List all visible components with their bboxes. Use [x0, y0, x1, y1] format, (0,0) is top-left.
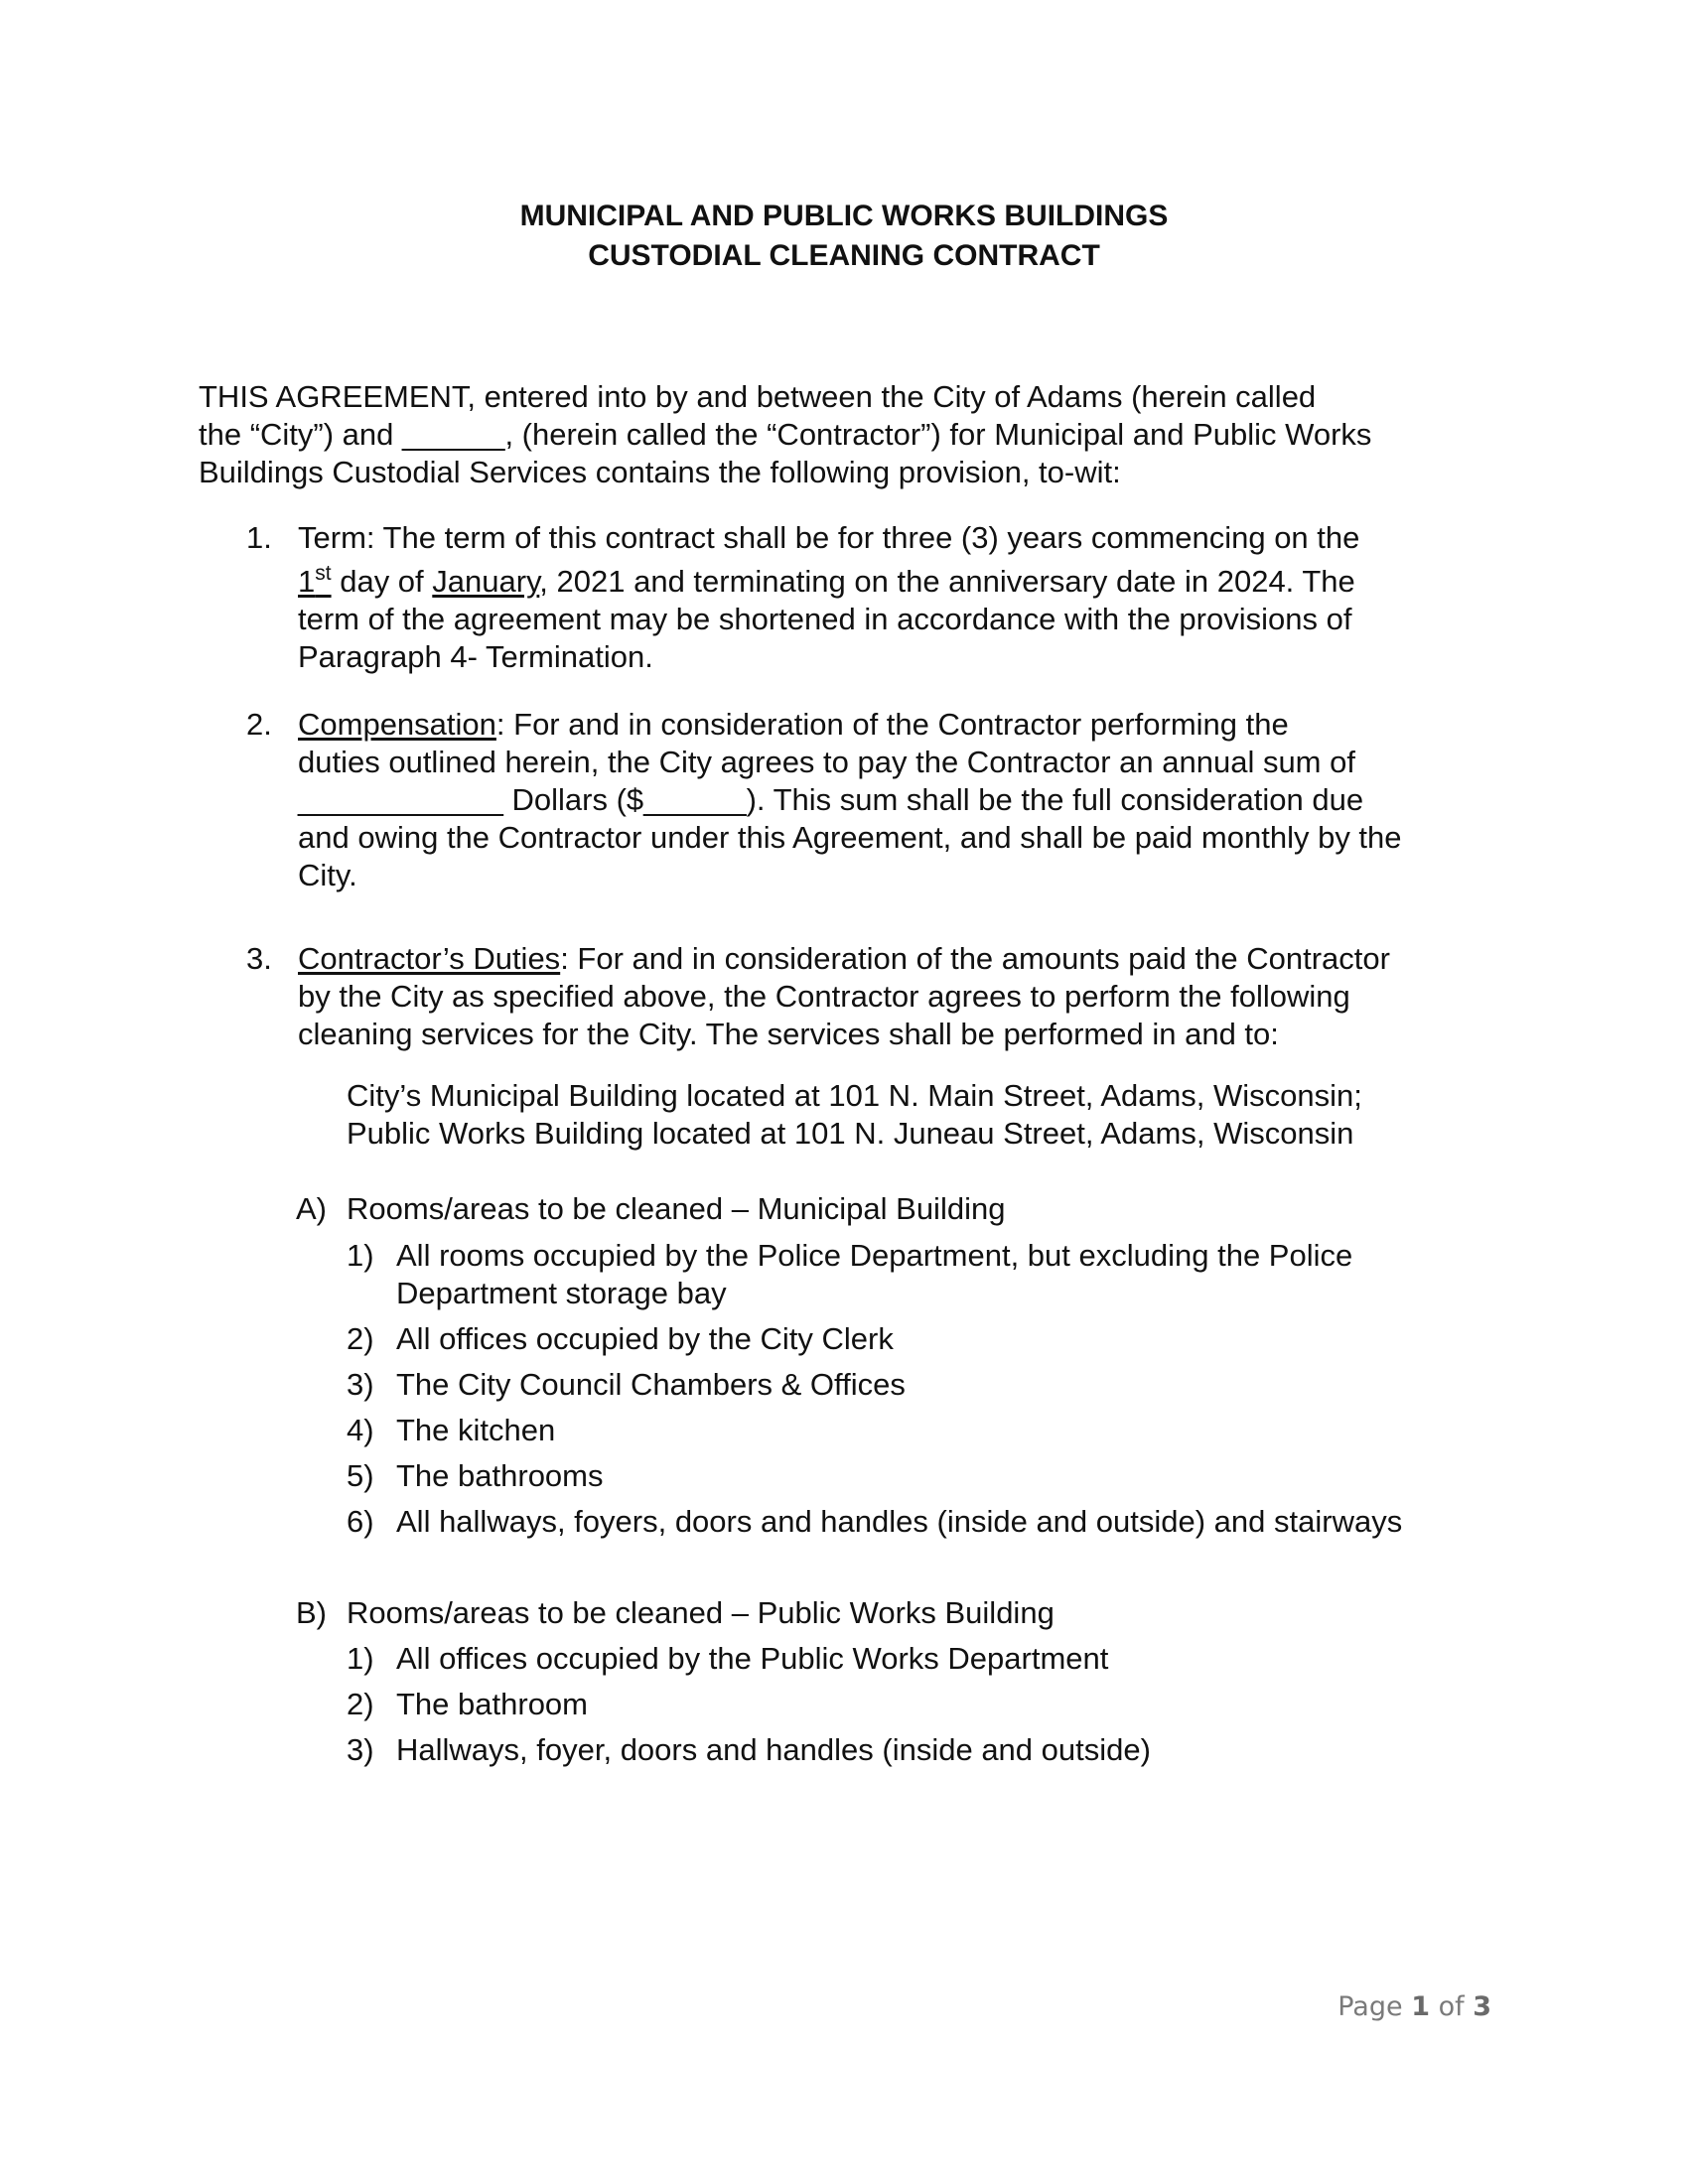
list-item	[347, 1457, 1488, 1495]
list-item-text: All offices occupied by the Public Works Department	[396, 1641, 1109, 1676]
item-term-line-2: 1st day of January, 2021 and terminating on the anniversary date in 2024. The	[298, 562, 1355, 599]
item-compensation-line-2: duties outlined herein, the City agrees to pay the Contractor an annual sum of	[298, 745, 1355, 779]
term-start-day: 1st	[298, 562, 332, 599]
page-label: Page	[1337, 1991, 1403, 2022]
item-duties-line-3: cleaning services for the City. The services shall be performed in and to:	[298, 1017, 1279, 1051]
item-duties-line-2: by the City as specified above, the Contractor agrees to perform the following	[298, 979, 1350, 1014]
list-item-number: 2)	[347, 1687, 374, 1721]
list-item-text: All hallways, foyers, doors and handles (inside and outside) and stairways	[396, 1504, 1403, 1539]
list-item-text: The kitchen	[396, 1413, 556, 1447]
item-compensation-text	[298, 706, 1497, 894]
document-title	[0, 197, 1688, 276]
item-compensation-line-1: Compensation: For and in consideration of the Contractor performing the	[298, 707, 1289, 742]
duties-heading: Contractor’s Duties	[298, 941, 561, 976]
list-item-number: 3)	[347, 1367, 374, 1402]
section-a-title: Rooms/areas to be cleaned – Municipal Building	[347, 1191, 1006, 1226]
address-municipal: City’s Municipal Building located at 101 N. Main Street, Adams, Wisconsin;	[347, 1078, 1362, 1113]
section-b-title: Rooms/areas to be cleaned – Public Works Building	[347, 1595, 1055, 1630]
list-item	[347, 1366, 1488, 1404]
title-line-1: MUNICIPAL AND PUBLIC WORKS BUILDINGS	[519, 200, 1169, 232]
item-contractor-duties	[246, 940, 1497, 1053]
intro-line-1: THIS AGREEMENT, entered into by and between the City of Adams (herein called	[199, 379, 1317, 414]
list-item-text: The City Council Chambers & Offices	[396, 1367, 906, 1402]
item-duties-text	[298, 940, 1497, 1053]
intro-line-3: Buildings Custodial Services contains the following provision, to-wit:	[199, 455, 1121, 489]
item-number: 1.	[246, 520, 272, 555]
section-a-heading	[296, 1190, 1487, 1228]
service-addresses	[347, 1077, 1439, 1153]
item-term-line-3: term of the agreement may be shortened in accordance with the provisions of	[298, 602, 1352, 636]
section-letter: A)	[296, 1191, 327, 1226]
list-item-text: Hallways, foyer, doors and handles (inside and outside)	[396, 1732, 1151, 1767]
item-compensation-line-5: City.	[298, 858, 357, 892]
item-term-text	[298, 519, 1497, 676]
item-term	[246, 519, 1497, 676]
term-start-month: January	[432, 564, 540, 599]
list-item-text	[396, 1237, 1488, 1312]
item-number: 2.	[246, 707, 272, 742]
page-of-label: of	[1438, 1991, 1465, 2022]
page-total: 3	[1473, 1991, 1491, 2022]
list-item-text: The bathroom	[396, 1687, 588, 1721]
list-item	[347, 1237, 1488, 1312]
item-term-line-1: Term: The term of this contract shall be for three (3) years commencing on the	[298, 520, 1360, 555]
item-duties-line-1: Contractor’s Duties: For and in consideration of the amounts paid the Contractor	[298, 941, 1390, 976]
list-item-number: 5)	[347, 1458, 374, 1493]
list-item-number: 1)	[347, 1238, 374, 1273]
list-item	[347, 1686, 1488, 1723]
list-item-text: The bathrooms	[396, 1458, 604, 1493]
list-item-number: 6)	[347, 1504, 374, 1539]
list-item-line: All rooms occupied by the Police Department, but excluding the Police	[396, 1238, 1353, 1273]
compensation-heading: Compensation	[298, 707, 496, 742]
list-item-number: 4)	[347, 1413, 374, 1447]
list-item-number: 1)	[347, 1641, 374, 1676]
item-number: 3.	[246, 941, 272, 976]
list-item	[347, 1412, 1488, 1449]
intro-paragraph	[199, 378, 1489, 491]
item-term-line-4: Paragraph 4- Termination.	[298, 639, 653, 674]
item-compensation-line-4: and owing the Contractor under this Agreement, and shall be paid monthly by the	[298, 820, 1402, 855]
list-item-number: 3)	[347, 1732, 374, 1767]
page-number	[1337, 1991, 1491, 2022]
list-item	[347, 1503, 1488, 1541]
intro-line-2: the “City”) and ______, (herein called the “Contractor”) for Municipal and Public Works	[199, 417, 1372, 452]
section-letter: B)	[296, 1595, 327, 1630]
list-item-number: 2)	[347, 1321, 374, 1356]
item-compensation-line-3: ____________ Dollars ($______). This sum shall be the full consideration due	[298, 782, 1364, 817]
list-item	[347, 1320, 1488, 1358]
list-item	[347, 1731, 1488, 1769]
item-compensation	[246, 706, 1497, 894]
address-public-works: Public Works Building located at 101 N. Juneau Street, Adams, Wisconsin	[347, 1116, 1354, 1151]
title-line-2: CUSTODIAL CLEANING CONTRACT	[588, 239, 1100, 272]
list-item	[347, 1640, 1488, 1678]
list-item-text: All offices occupied by the City Clerk	[396, 1321, 894, 1356]
section-b-heading	[296, 1594, 1487, 1632]
page-current: 1	[1411, 1991, 1430, 2022]
list-item-line: Department storage bay	[396, 1276, 727, 1310]
